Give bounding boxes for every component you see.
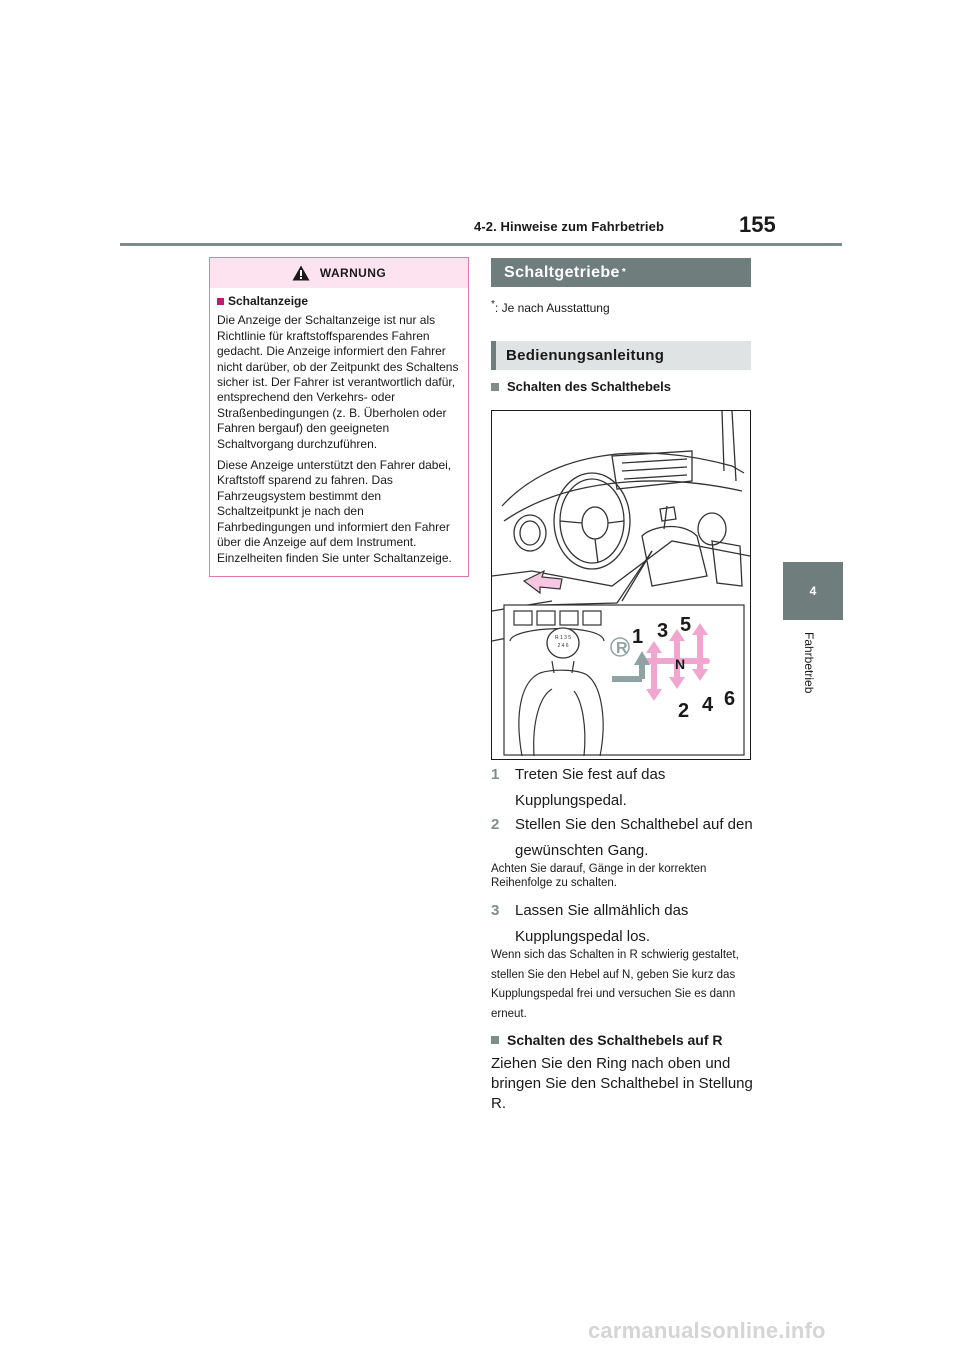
note-reverse-difficult: Wenn sich das Schalten in R schwierig gestaltet, stellen Sie den Hebel auf N, geben Sie kurz das Kupplungspedal frei und versuchen Sie es dann erneut.: [491, 949, 739, 1020]
page-number: 155: [739, 212, 776, 237]
step-text: Stellen Sie den Schalthebel auf den gewünschten Gang.: [515, 816, 753, 859]
step-number: 3: [491, 902, 500, 919]
warning-box: [209, 257, 469, 577]
square-bullet-icon: [217, 298, 224, 305]
step-text: Lassen Sie allmählich das Kupplungspedal los.: [515, 902, 689, 945]
subsection-title-bar: [491, 341, 751, 370]
gear-label-3: 3: [657, 620, 669, 642]
warning-header: [210, 258, 468, 288]
chapter-tab: [783, 562, 843, 620]
square-bullet-icon: [491, 1036, 499, 1044]
gear-label-1: 1: [632, 626, 644, 648]
svg-text:R 1 3 5: R 1 3 5: [554, 635, 572, 641]
step-1: [491, 762, 756, 814]
svg-text:2 4 6: 2 4 6: [557, 643, 569, 649]
heading-reverse: [491, 1032, 723, 1048]
gear-label-4: 4: [702, 694, 714, 716]
gear-shift-illustration: [491, 410, 751, 760]
subsection-title: Bedienungsanleitung: [506, 347, 665, 364]
header-rule: [120, 243, 842, 246]
warning-title: WARNUNG: [319, 266, 387, 280]
pointer-arrow-icon: [524, 571, 562, 593]
step-number: 1: [491, 766, 500, 783]
chapter-label-text: Fahrbetrieb: [802, 632, 816, 694]
square-bullet-icon: [491, 383, 499, 391]
reverse-instructions: Ziehen Sie den Ring nach oben und bringen Sie den Schalthebel in Stellung R.: [491, 1055, 753, 1112]
watermark: carmanualsonline.info: [588, 1318, 826, 1343]
gear-label-5: 5: [680, 614, 692, 636]
warning-body: [210, 288, 468, 566]
step-3: [491, 898, 756, 950]
step-number: 2: [491, 816, 500, 833]
section-title: Schaltgetriebe: [504, 263, 620, 281]
warning-subheading-text: Schaltanzeige: [228, 294, 309, 308]
warning-triangle-icon: [292, 265, 310, 281]
footnote-text: : Je nach Ausstattung: [494, 301, 610, 315]
step-text: Treten Sie fest auf das Kupplungspedal.: [515, 766, 666, 809]
heading-shifting: [491, 379, 671, 394]
chapter-number: 4: [809, 584, 817, 598]
note-gear-order: Achten Sie darauf, Gänge in der korrekten Reihenfolge zu schalten.: [491, 863, 707, 889]
step-2: [491, 812, 756, 864]
gear-label-r: R: [616, 640, 628, 657]
section-title-mark: *: [621, 267, 627, 278]
section-title-bar: [491, 258, 751, 287]
chapter-label: [800, 632, 820, 712]
gear-label-2: 2: [678, 700, 690, 722]
warning-subheading: [217, 294, 461, 309]
car-interior-drawing: [492, 411, 750, 759]
warning-paragraph-2: Diese Anzeige unterstützt den Fahrer dabei, Kraftstoff sparend zu fahren. Das Fahrzeugsystem bestimmt den Schaltzeitpunkt je nach den Fahrbedingungen und informiert den Fahrer über die Anzeige auf dem Instrument. Einzelheiten finden Sie unter Schaltanzeige.: [217, 458, 452, 565]
running-header-title: 4-2. Hinweise zum Fahrbetrieb: [474, 219, 665, 234]
footnote-mark: *: [491, 299, 495, 310]
gear-label-6: 6: [724, 688, 736, 710]
heading-shifting-text: Schalten des Schalthebels: [507, 379, 672, 394]
gear-label-n: N: [675, 656, 686, 672]
heading-reverse-text: Schalten des Schalthebels auf R: [507, 1032, 723, 1048]
footnote: [491, 299, 610, 315]
warning-paragraph-1: Die Anzeige der Schaltanzeige ist nur als Richtlinie für kraftstoffsparendes Fahren gedacht. Die Anzeige informiert den Fahrer nicht darüber, ob der Zeitpunkt des Schaltens sicher ist. Der Fahrer ist verantwortlich dafür, entsprechend den Verkehrs- oder Straßenbedingungen (z. B. Überholen oder Fahren bergauf) den geeigneten Schaltvorgang durchzuführen.: [217, 313, 459, 451]
